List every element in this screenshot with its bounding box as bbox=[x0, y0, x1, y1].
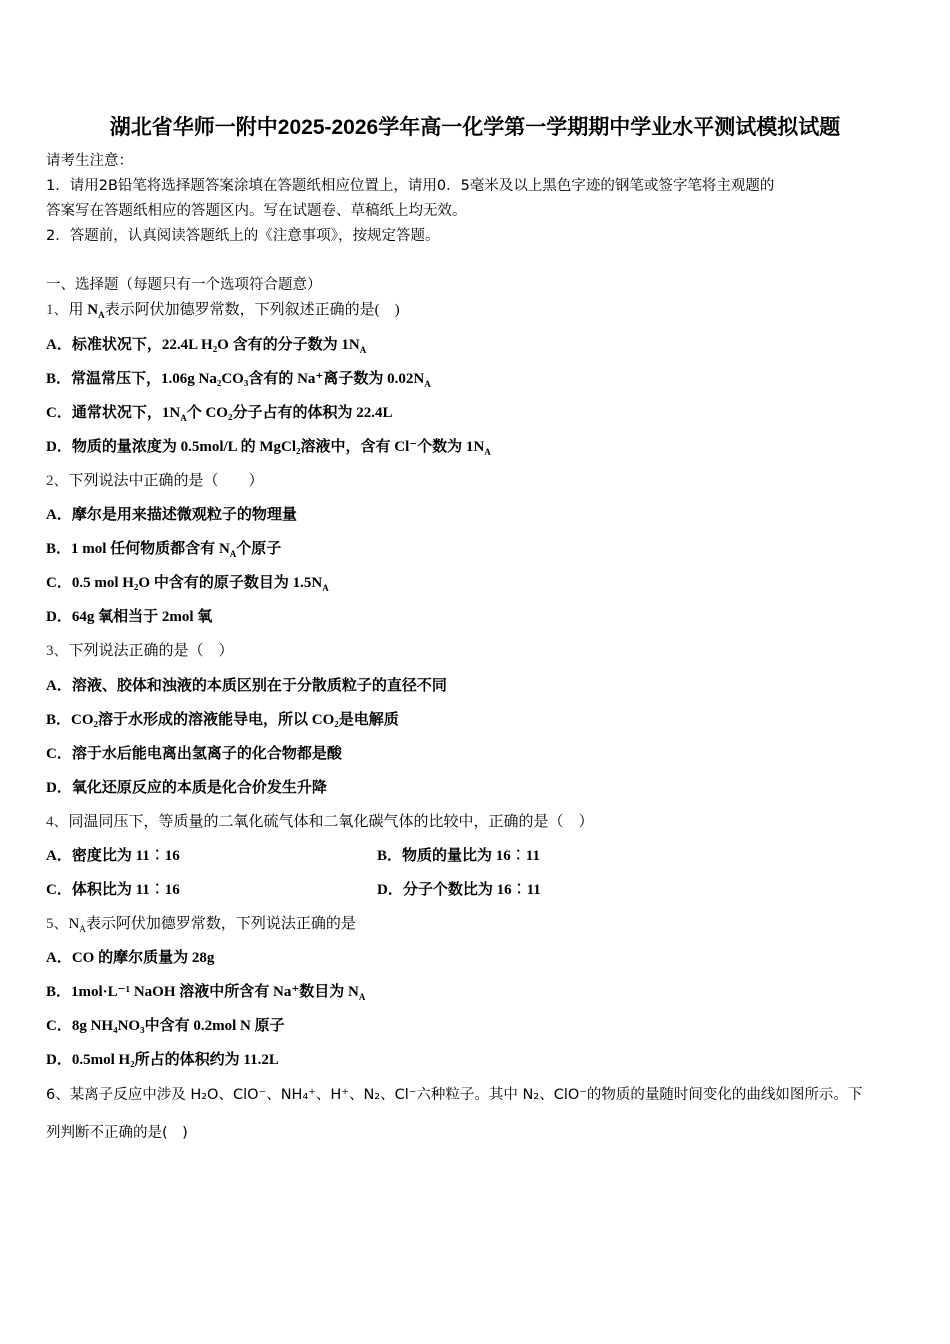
stem-subscript: A bbox=[98, 310, 105, 320]
question-5-stem bbox=[46, 914, 356, 934]
option-text: 标准状况下，22.4L H₂O 含有的分子数为 $1N_A$ bbox=[71, 337, 367, 355]
question-4-stem bbox=[46, 812, 594, 832]
question-3-option-d[interactable] bbox=[46, 778, 327, 798]
option-text: 分子个数比为 16︰11 bbox=[402, 882, 541, 898]
question-number: 3、 bbox=[46, 643, 69, 659]
option-text: 1mol·L⁻¹ NaOH 溶液中所含有 Na⁺数目为 $N_A$ bbox=[71, 984, 366, 1002]
option-label: D． bbox=[46, 1052, 72, 1068]
option-text: 0.5mol H₂所占的体积约为 11.2L bbox=[71, 1052, 279, 1068]
notice-heading: 请考生注意： bbox=[46, 153, 133, 169]
question-number: 5、 bbox=[46, 916, 69, 932]
stem-symbol: N bbox=[87, 302, 99, 318]
option-label: A． bbox=[46, 848, 72, 864]
option-text: 通常状况下，$1N_A$个 CO₂分子占有的体积为 22.4L bbox=[71, 405, 393, 423]
question-4-option-c[interactable] bbox=[46, 880, 180, 900]
stem-text: 下列说法正确的是（ ） bbox=[68, 643, 234, 659]
question-number: 4、 bbox=[46, 814, 69, 830]
question-2-option-d[interactable] bbox=[46, 607, 212, 627]
option-text: 溶液、胶体和浊液的本质区别在于分散质粒子的直径不同 bbox=[71, 678, 447, 694]
question-5-option-b[interactable] bbox=[46, 982, 365, 1002]
exam-title: 湖北省华师一附中2025-2026学年高一化学第一学期期中学业水平测试模拟试题 bbox=[109, 116, 841, 139]
option-text: 1 mol 任何物质都含有 $N_A$个原子 bbox=[71, 541, 282, 559]
option-label: C． bbox=[46, 882, 72, 898]
question-4-option-d[interactable] bbox=[377, 880, 541, 900]
question-6-stem-line-2: 列判断不正确的是( ) bbox=[46, 1125, 188, 1141]
option-label: B． bbox=[46, 371, 72, 387]
stem-text: 某离子反应中涉及 H₂O、ClO⁻、NH₄⁺、H⁺、N₂、Cl⁻六种粒子。其中 N₂、ClO⁻的物质的量随时间变化的曲线如图所示。下 bbox=[69, 1087, 863, 1103]
option-label: D． bbox=[46, 609, 72, 625]
option-label: C． bbox=[46, 405, 72, 421]
option-label: D． bbox=[377, 882, 403, 898]
option-label: C． bbox=[46, 1018, 72, 1034]
option-label: D． bbox=[46, 780, 72, 796]
question-3-stem bbox=[46, 641, 234, 661]
option-label: A． bbox=[46, 507, 72, 523]
question-1-stem bbox=[46, 300, 400, 320]
option-text: 体积比为 11︰16 bbox=[71, 882, 180, 898]
option-text: 氧化还原反应的本质是化合价发生升降 bbox=[71, 780, 327, 796]
option-text: 64g 氧相当于 2mol 氧 bbox=[71, 609, 213, 625]
option-label: A． bbox=[46, 950, 72, 966]
option-label: C． bbox=[46, 746, 72, 762]
option-label: B． bbox=[377, 848, 403, 864]
notice-item-1-line-2: 答案写在答题纸相应的答题区内。写在试题卷、草稿纸上均无效。 bbox=[46, 203, 467, 219]
question-5-option-d[interactable] bbox=[46, 1050, 279, 1070]
option-text: 密度比为 11︰16 bbox=[71, 848, 180, 864]
option-label: C． bbox=[46, 575, 72, 591]
question-2-option-b[interactable] bbox=[46, 539, 281, 559]
option-text: 常温常压下，1.06g Na₂CO₃含有的 Na⁺离子数为 $0.02N_A$ bbox=[71, 371, 431, 389]
question-1-option-b[interactable] bbox=[46, 369, 431, 389]
option-label: A． bbox=[46, 337, 72, 353]
question-1-option-c[interactable] bbox=[46, 403, 392, 423]
stem-text: 下列说法中正确的是（ ） bbox=[68, 473, 264, 489]
question-3-option-c[interactable] bbox=[46, 744, 342, 764]
option-label: A． bbox=[46, 678, 72, 694]
option-label: B． bbox=[46, 712, 72, 728]
option-label: B． bbox=[46, 984, 72, 1000]
section-heading: 一、选择题（每题只有一个选项符合题意） bbox=[46, 277, 322, 293]
option-text: 物质的量浓度为 0.5mol/L 的 MgCl₂溶液中，含有 Cl⁻个数为 $1N_A$ bbox=[71, 439, 491, 457]
option-text: 物质的量比为 16︰11 bbox=[402, 848, 540, 864]
notice-item-2: 2．答题前，认真阅读答题纸上的《注意事项》，按规定答题。 bbox=[46, 228, 440, 244]
question-1-option-d[interactable] bbox=[46, 437, 491, 457]
option-text: 摩尔是用来描述微观粒子的物理量 bbox=[71, 507, 297, 523]
option-text: 溶于水后能电离出氢离子的化合物都是酸 bbox=[71, 746, 342, 762]
question-2-option-c[interactable] bbox=[46, 573, 329, 593]
question-number: 1、 bbox=[46, 302, 69, 318]
question-1-option-a[interactable] bbox=[46, 335, 366, 355]
stem-text: $N_A$表示阿伏加德罗常数，下列说法正确的是 bbox=[68, 916, 356, 934]
option-text: 0.5 mol H₂O 中含有的原子数目为 $1.5N_A$ bbox=[71, 575, 329, 593]
question-5-option-a[interactable] bbox=[46, 948, 214, 968]
question-5-option-c[interactable] bbox=[46, 1016, 285, 1036]
question-2-stem bbox=[46, 471, 264, 491]
option-text: 8g NH₄NO₃中含有 0.2mol N 原子 bbox=[71, 1018, 285, 1034]
stem-text: 表示阿伏加德罗常数，下列叙述正确的是( ) bbox=[104, 302, 400, 318]
stem-text: 同温同压下，等质量的二氧化硫气体和二氧化碳气体的比较中，正确的是（ ） bbox=[68, 814, 594, 830]
question-number: 6、 bbox=[46, 1087, 70, 1103]
notice-item-1-line-1: 1．请用2B铅笔将选择题答案涂填在答题纸相应位置上，请用0．5毫米及以上黑色字迹的钢笔或签字笔将主观题的 bbox=[46, 178, 775, 194]
option-label: B． bbox=[46, 541, 72, 557]
question-3-option-a[interactable] bbox=[46, 676, 447, 696]
option-text: CO₂溶于水形成的溶液能导电，所以 CO₂是电解质 bbox=[71, 712, 399, 728]
question-2-option-a[interactable] bbox=[46, 505, 297, 525]
option-label: D． bbox=[46, 439, 72, 455]
question-3-option-b[interactable] bbox=[46, 710, 399, 730]
question-4-option-b[interactable] bbox=[377, 846, 540, 866]
question-6-stem-line-1 bbox=[46, 1085, 862, 1105]
stem-text: 用 bbox=[68, 302, 88, 318]
option-text: CO 的摩尔质量为 28g bbox=[71, 950, 215, 966]
question-number: 2、 bbox=[46, 473, 69, 489]
question-4-option-a[interactable] bbox=[46, 846, 180, 866]
